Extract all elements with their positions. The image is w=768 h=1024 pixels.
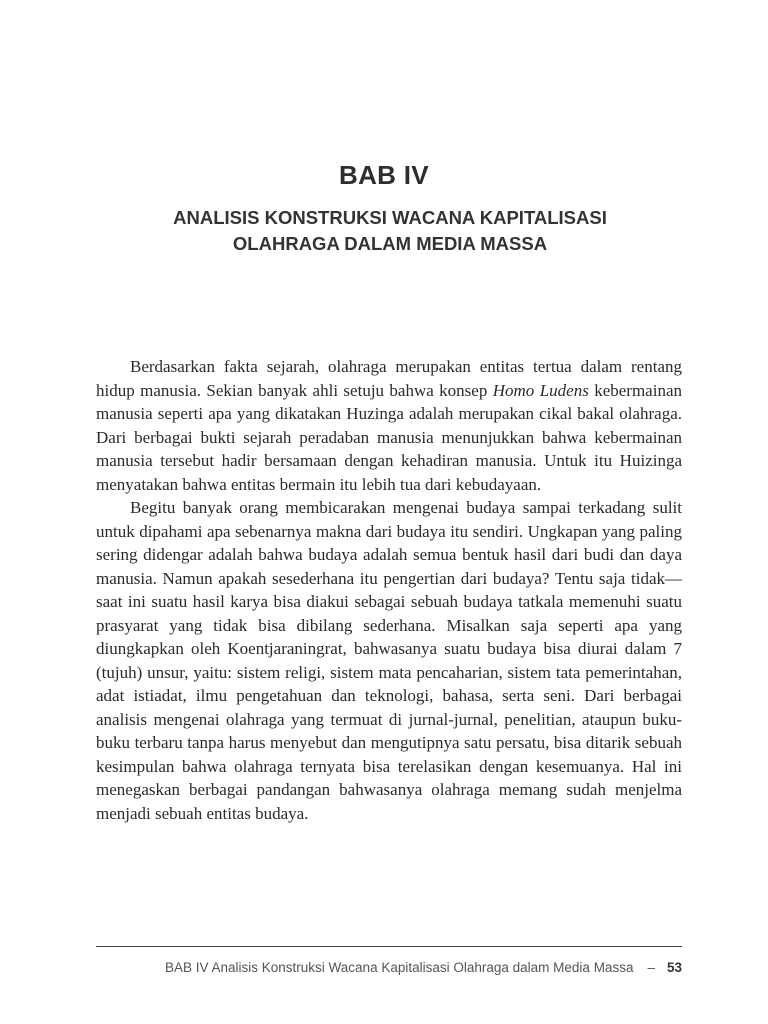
footer-separator: – [647,960,655,975]
paragraph-1 [96,355,682,496]
paragraph-1-italic-term: Homo Ludens [492,380,589,400]
page-number: 53 [666,960,682,975]
page-footer [96,960,682,975]
paragraph-2: Begitu banyak orang membicarakan mengenai budaya sampai terkadang sulit untuk dipahami apa sebenarnya makna dari budaya itu sendiri. Ungkapan yang paling sering didengar adalah bahwa budaya adalah semua bentuk hasil dari budi dan daya manusia. Namun apakah sesederhana itu pengertian dari budaya? Tentu saja tidak—saat ini suatu hasil karya bisa diakui sebagai sebuah budaya tatkala memenuhi suatu prasyarat yang tidak bisa dibilang sederhana. Misalkan saja seperti apa yang diungkapkan oleh Koentjaraningrat, bahwasanya suatu budaya bisa diurai dalam 7 (tujuh) unsur, yaitu: sistem religi, sistem mata pencaharian, sistem tata pemerintahan, adat istiadat, ilmu pengetahuan dan teknologi, bahasa, serta seni. Dari berbagai analisis mengenai olahraga yang termuat di jurnal-jurnal, penelitian, ataupun buku-buku terbaru tanpa harus menyebut dan mengutipnya satu persatu, bisa ditarik sebuah kesimpulan bahwa olahraga ternyata bisa terelasikan dengan kesemuanya. Hal ini menegaskan berbagai pandangan bahwasanya olahraga memang sudah menjelma menjadi sebuah entitas budaya. [96,498,682,823]
chapter-subtitle-line-2: OLAHRAGA DALAM MEDIA MASSA [232,233,548,254]
paragraph-1-start: Berdasarkan fakta sejarah, olahraga merupakan entitas tertua dalam rentang hidup manusia. Sekian banyak ahli setuju bahwa konsep [96,357,682,400]
chapter-title: BAB IV [339,160,429,190]
running-title: BAB IV Analisis Konstruksi Wacana Kapitalisasi Olahraga dalam Media Massa [164,960,634,975]
body-text [96,355,682,825]
footer-divider [96,946,682,947]
paragraph-1-end: kebermainan manusia seperti apa yang dikatakan Huzinga adalah merupakan cikal bakal olahraga. Dari berbagai bukti sejarah peradaban manusia menunjukkan bahwa kebermainan manusia tersebut hadir bersamaan dengan kehadiran manusia. Untuk itu Huizinga menyatakan bahwa entitas bermain itu lebih tua dari kebudayaan. [96,380,682,494]
chapter-subtitle [100,205,680,257]
chapter-subtitle-line-1: ANALISIS KONSTRUKSI WACANA KAPITALISASI [173,207,607,228]
